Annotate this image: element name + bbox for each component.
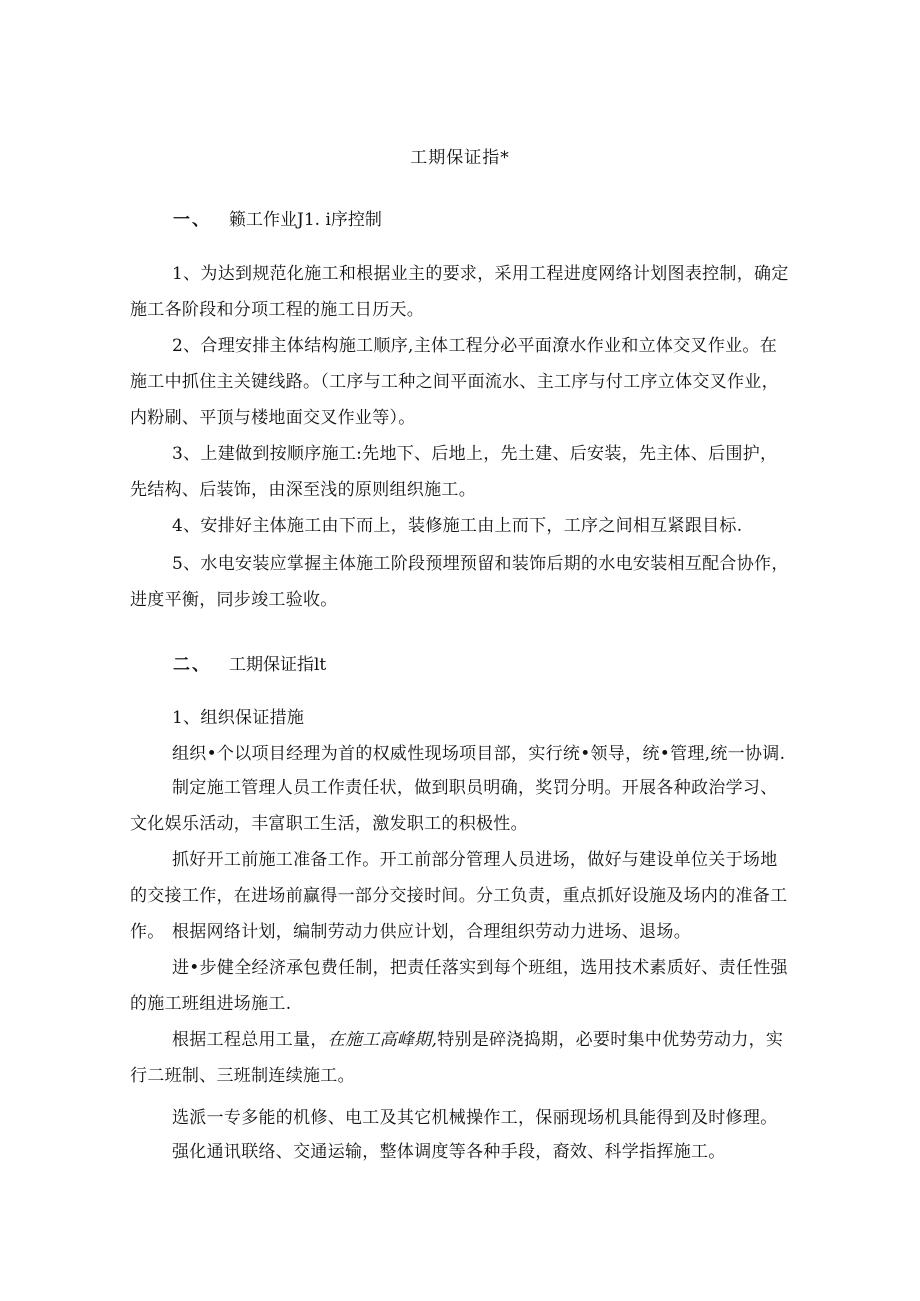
paragraph-2-5: 进•步健全经济承包费任制，把责任落实到每个班组，选用技术素质好、责任性强的施工班组进场施工. [130,958,788,1014]
paragraph-1-1: 1、为达到规范化施工和根据业主的要求，采用工程进度网络计划图表控制，确定施工各阶段和分项工程的施工日历天。 [130,264,789,320]
peak-text-italic: 在施工高峰期, [327,1030,438,1050]
section-number: 二、 [173,655,211,675]
section-heading-1 [173,205,382,230]
paragraph-2-1: 组织•个以项目经理为首的权威性现场项目部，实行统•领导，统•管理,统一协调. [172,744,786,764]
section-number: 一、 [173,210,211,230]
paragraph-2-6 [130,1022,790,1094]
paragraph-2-8: 强化通讯联络、交通运输，整体调度等各种手段，裔效、科学指挥施工。 [172,1142,726,1162]
section-heading-2 [173,650,326,675]
peak-text-after: 特别是碎浇捣期，必要时集中优势劳动力，实行二班制、三班制连续施工。 [130,1030,784,1086]
paragraph-2-3: 抓好开工前施工准备工作。开工前部分管理人员进场，做好与建设单位关于场地的交接工作，在进场前赢得一部分交接时间。分工负责，重点抓好设施及场内的准备工作。 [130,850,788,942]
paragraph-2-4: 根据网络计划，编制劳动力供应计划，合理组织劳动力进场、退场。 [172,922,691,942]
paragraph-1-3: 3、上建做到按顺序施工:先地下、后地上，先土建、后安装，先主体、后围护，先结构、后装饰，由深至浅的原则组织施工。 [130,444,778,500]
paragraph-2-2: 制定施工管理人员工作责任状，做到职员明确，奖罚分明。开展各种政治学习、文化娱乐活动，丰富职工生活，激发职工的积极性。 [130,778,778,834]
paragraph-2-7: 选派一专多能的机修、电工及其它机械操作工，保丽现场机具能得到及时修理。 [172,1108,778,1128]
paragraph-1-5: 5、水电安装应掌握主体施工阶段预埋预留和装饰后期的水电安装相互配合协作，进度平衡，同步竣工验收。 [130,554,789,610]
document-title: 工期保证指* [410,148,510,168]
paragraph-1-2: 2、合理安排主体结构施工顺序,主体工程分必平面潦水作业和立体交叉作业。在施工中抓住主关键线路。（工序与工种之间平面流水、主工序与付工序立体交叉作业，内粉刷、平顶与楼地面交叉作业等）。 [130,336,779,428]
paragraph-1-4: 4、安排好主体施工由下而上，装修施工由上而下，工序之间相互紧跟目标. [172,516,743,536]
sub-heading-organization: 1、组织保证措施 [172,708,305,728]
peak-text-before: 根据工程总用工量， [172,1030,328,1050]
section-heading-text: 籁工作业J1. i序控制 [229,210,382,230]
section-heading-text: 工期保证指lt [229,655,327,675]
